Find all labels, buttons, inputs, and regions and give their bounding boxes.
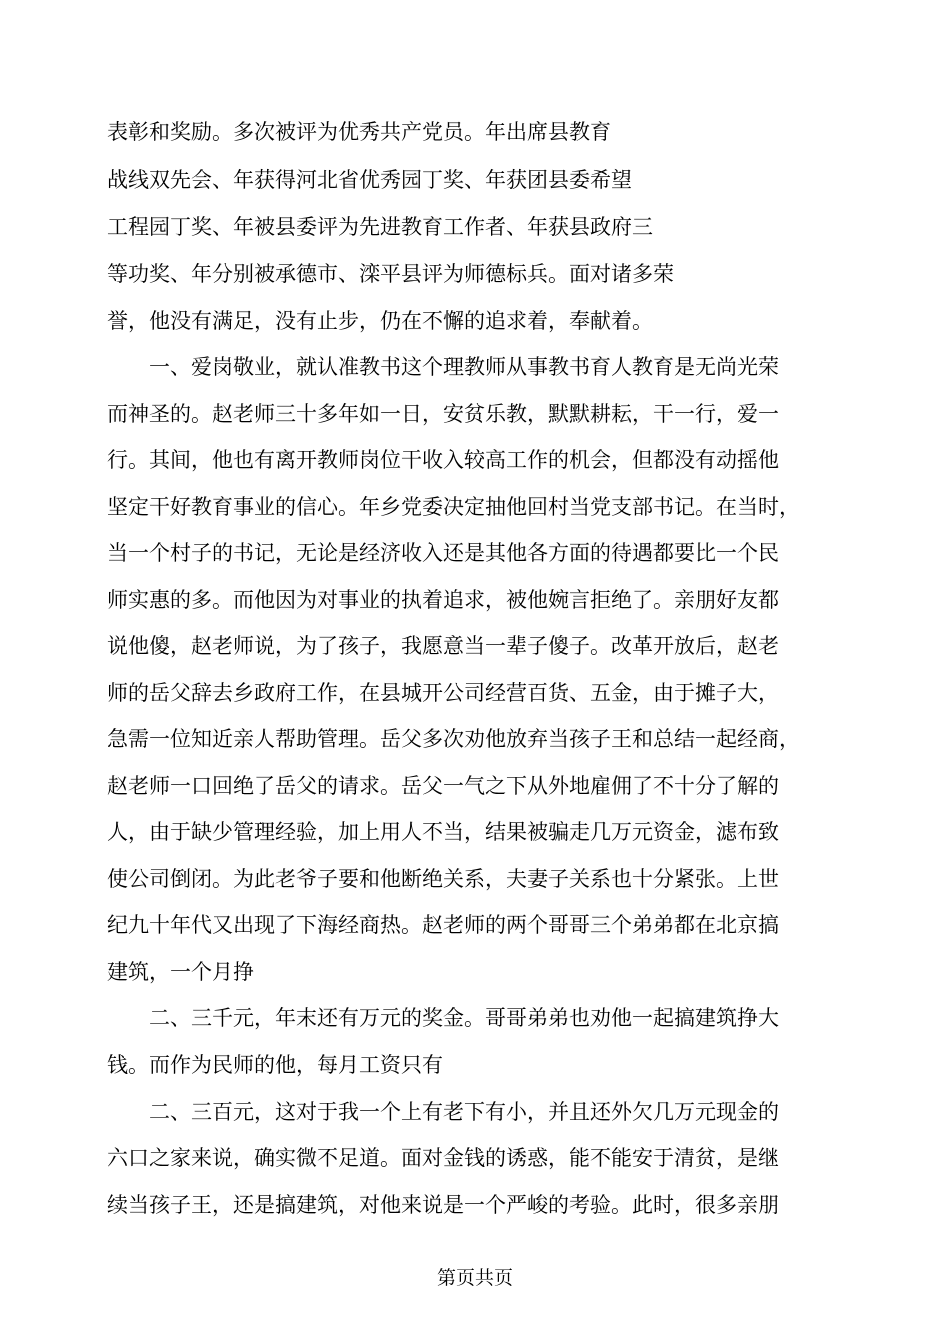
text-line: 六口之家来说，确实微不足道。面对金钱的诱惑，能不能安于清贫，是继 [107,1146,779,1170]
text-line: 赵老师一口回绝了岳父的请求。岳父一气之下从外地雇佣了不十分了解的 [107,774,779,798]
text-line: 誉，他没有满足，没有止步，仍在不懈的追求着，奉献着。 [107,309,653,333]
text-line: 工程园丁奖、年被县委评为先进教育工作者、年获县政府三 [107,215,653,239]
text-line: 当一个村子的书记，无论是经济收入还是其他各方面的待遇都要比一个民 [107,541,779,565]
text-line: 使公司倒闭。为此老爷子要和他断绝关系，夫妻子关系也十分紧张。上世 [107,867,779,891]
text-line: 师的岳父辞去乡政府工作，在县城开公司经营百货、五金，由于摊子大， [107,681,779,705]
paragraph-heading-line: 二、三千元，年末还有万元的奖金。哥哥弟弟也劝他一起搞建筑挣大 [107,1006,779,1030]
text-line: 行。其间，他也有离开教师岗位干收入较高工作的机会，但都没有动摇他 [107,448,779,472]
text-line: 坚定干好教育事业的信心。年乡党委决定抽他回村当党支部书记。在当时， [107,495,800,519]
paragraph-heading-line: 二、三百元，这对于我一个上有老下有小，并且还外欠几万元现金的 [107,1100,779,1124]
text-line: 钱。而作为民师的他，每月工资只有 [107,1053,443,1077]
text-line: 人，由于缺少管理经验，加上用人不当，结果被骗走几万元资金，滤布致 [107,820,779,844]
text-line: 战线双先会、年获得河北省优秀园丁奖、年获团县委希望 [107,168,632,192]
text-line: 纪九十年代又出现了下海经商热。赵老师的两个哥哥三个弟弟都在北京搞 [107,913,779,937]
text-line: 而神圣的。赵老师三十多年如一日，安贫乐教，默默耕耘，干一行，爱一 [107,402,779,426]
text-line: 续当孩子王，还是搞建筑，对他来说是一个严峻的考验。此时，很多亲朋 [107,1193,779,1217]
text-line: 建筑，一个月挣 [107,960,254,984]
paragraph-heading-line: 一、爱岗敬业，就认准教书这个理教师从事教书育人教育是无尚光荣 [107,355,779,379]
page-footer: 第页共页 [436,1267,513,1289]
text-line: 师实惠的多。而他因为对事业的执着追求，被他婉言拒绝了。亲朋好友都 [107,588,779,612]
text-line: 说他傻，赵老师说，为了孩子，我愿意当一辈子傻子。改革开放后，赵老 [107,634,779,658]
text-line: 等功奖、年分别被承德市、滦平县评为师德标兵。面对诸多荣 [107,262,674,286]
text-line: 表彰和奖励。多次被评为优秀共产党员。年出席县教育 [107,120,611,144]
text-line: 急需一位知近亲人帮助管理。岳父多次劝他放弃当孩子王和总结一起经商， [107,727,800,751]
